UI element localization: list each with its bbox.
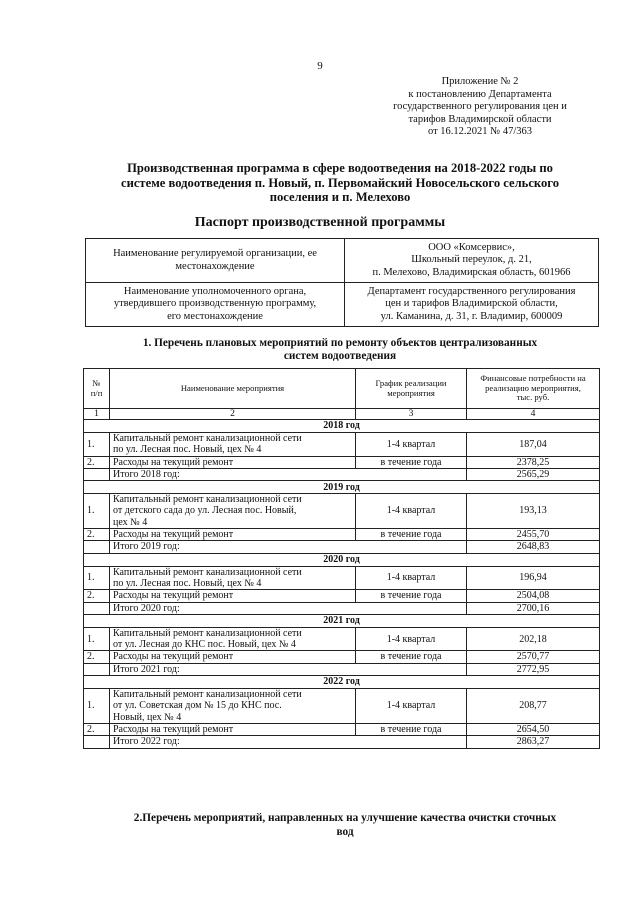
year-row [84,614,600,627]
table-row [84,566,600,590]
row-schedule: 1-4 квартал [356,627,467,651]
header-number-line: п/п [90,387,103,398]
total-row [84,602,600,614]
row-name-line: от ул. Лесная до КНС пос. Новый, цех № 4 [113,639,296,651]
row-number: 1. [84,627,110,651]
year-row [84,676,600,689]
row-name-line: Расходы на текущий ремонт [113,651,234,663]
row-amount: 2504,08 [467,590,600,602]
header-finance [467,369,600,409]
row-name [110,627,356,651]
row-name [110,689,356,724]
year-row [84,420,600,433]
passport-label-line: его местонахождение [167,310,263,322]
header-name: Наименование мероприятия [110,369,356,409]
row-name-line: Расходы на текущий ремонт [113,723,234,735]
passport-row-authority [86,283,599,327]
passport-value-line: Департамент государственного регулирования [367,285,576,297]
row-number: 2. [84,723,110,735]
row-name [110,566,356,590]
row-amount: 202,18 [467,627,600,651]
appendix-line: к постановлению Департамента [408,88,552,100]
row-name-line: по ул. Лесная пос. Новый, цех № 4 [113,444,262,456]
row-schedule: 1-4 квартал [356,433,467,457]
passport-table [85,238,599,327]
total-label: Итого 2019 год: [110,541,467,553]
row-name-line: Расходы на текущий ремонт [113,590,234,602]
table-row [84,494,600,529]
passport-value-line: ул. Каманина, д. 31, г. Владимир, 600009 [380,310,563,322]
total-empty [84,602,110,614]
total-empty [84,541,110,553]
table-row [84,529,600,541]
total-amount: 2863,27 [467,736,600,748]
row-number: 1. [84,433,110,457]
row-name [110,456,356,468]
year-label: 2018 год [84,420,600,433]
passport-value-line: Школьный переулок, д. 21, [411,254,532,266]
passport-label-line: местонахождение [175,260,255,272]
row-name-line: от детского сада до ул. Лесная пос. Новый, [113,505,297,517]
appendix-line: Приложение № 2 [441,76,519,87]
passport-row-organization [86,239,599,283]
table-row [84,651,600,663]
section1-title-line: систем водоотведения [283,349,397,362]
total-label: Итого 2018 год: [110,468,467,480]
header-finance-line: Финансовые потребности на [480,372,586,383]
table-row [84,590,600,602]
column-number: 1 [84,409,110,420]
row-amount: 187,04 [467,433,600,457]
row-name [110,494,356,529]
total-row [84,736,600,748]
table-row [84,433,600,457]
table-row [84,456,600,468]
section1-title [100,337,580,362]
row-name [110,590,356,602]
passport-label-line: Наименование регулируемой организации, ее [113,247,317,259]
header-schedule-line: График реализации [375,377,447,388]
total-empty [84,663,110,675]
row-name-line: Капитальный ремонт канализационной сети [113,494,302,506]
row-number: 2. [84,456,110,468]
row-name [110,529,356,541]
year-label: 2022 год [84,676,600,689]
year-label: 2019 год [84,481,600,494]
header-schedule [356,369,467,409]
total-row [84,541,600,553]
total-amount: 2700,16 [467,602,600,614]
row-schedule: в течение года [356,590,467,602]
year-row [84,553,600,566]
row-schedule: в течение года [356,456,467,468]
table-row [84,689,600,724]
total-amount: 2772,95 [467,663,600,675]
row-number: 1. [84,566,110,590]
passport-value-line: п. Мелехово, Владимирская область, 601966 [372,266,571,278]
row-name-line: Расходы на текущий ремонт [113,529,234,541]
passport-title: Паспорт производственной программы [194,215,446,230]
table-header-row [84,369,600,409]
table-row [84,627,600,651]
passport-label-cell [86,239,345,283]
row-name-line: Капитальный ремонт канализационной сети [113,627,302,639]
page-number: 9 [317,60,323,72]
total-amount: 2565,29 [467,468,600,480]
column-number: 4 [467,409,600,420]
appendix-line: от 16.12.2021 № 47/363 [427,126,532,138]
column-number: 3 [356,409,467,420]
passport-value-line: цен и тарифов Владимирской области, [385,298,558,310]
row-schedule: 1-4 квартал [356,566,467,590]
row-schedule: в течение года [356,723,467,735]
total-label: Итого 2021 год: [110,663,467,675]
appendix-line: государственного регулирования цен и [393,101,567,113]
row-amount: 196,94 [467,566,600,590]
section2-title-line: вод [336,826,354,838]
year-label: 2020 год [84,553,600,566]
title-line: системе водоотведения п. Новый, п. Первомайский Новосельского сельского [120,175,560,190]
total-row [84,468,600,480]
row-number: 1. [84,494,110,529]
section1-title-line: 1. Перечень плановых мероприятий по ремонту объектов централизованных [142,337,538,349]
total-label: Итого 2022 год: [110,736,467,748]
year-row [84,481,600,494]
row-number: 2. [84,529,110,541]
title-line: поселения и п. Мелехово [269,190,411,205]
document-title [80,161,600,205]
row-amount: 208,77 [467,689,600,724]
measures-table [83,368,600,749]
row-schedule: в течение года [356,651,467,663]
passport-label-cell [86,283,345,327]
column-number: 2 [110,409,356,420]
title-line: Производственная программа в сфере водоотведения на 2018-2022 годы по [127,161,553,175]
row-schedule: в течение года [356,529,467,541]
total-amount: 2648,83 [467,541,600,553]
passport-label-line: Наименование уполномоченного органа, [123,285,307,297]
row-name-line: Капитальный ремонт канализационной сети [113,566,302,578]
header-finance-line: реализацию мероприятия, [485,382,581,393]
total-empty [84,468,110,480]
row-name [110,723,356,735]
header-number-line: № [92,377,101,388]
row-name-line: Капитальный ремонт канализационной сети [113,689,302,701]
row-amount: 2455,70 [467,529,600,541]
row-amount: 193,13 [467,494,600,529]
total-label: Итого 2020 год: [110,602,467,614]
row-name [110,433,356,457]
row-amount: 2654,50 [467,723,600,735]
row-schedule: 1-4 квартал [356,689,467,724]
total-row [84,663,600,675]
passport-value-cell [345,283,599,327]
appendix-line: тарифов Владимирской области [408,113,552,125]
row-name-line: цех № 4 [113,516,148,528]
table-row [84,723,600,735]
row-number: 2. [84,590,110,602]
section2-title [90,811,600,839]
header-number [84,369,110,409]
row-amount: 2570,77 [467,651,600,663]
total-empty [84,736,110,748]
section2-title-line: 2.Перечень мероприятий, направленных на улучшение качества очистки сточных [133,812,557,824]
header-schedule-line: мероприятия [387,387,435,398]
row-name-line: Расходы на текущий ремонт [113,456,234,468]
row-name-line: Новый, цех № 4 [113,711,182,723]
row-name-line: от ул. Советская дом № 15 до КНС пос. [113,700,282,712]
row-schedule: 1-4 квартал [356,494,467,529]
row-amount: 2378,25 [467,456,600,468]
appendix-block [355,76,605,139]
passport-label-line: утвердившего производственную программу, [113,298,317,310]
passport-value-line: ООО «Комсервис», [428,241,515,253]
row-name-line: Капитальный ремонт канализационной сети [113,433,302,444]
row-number: 2. [84,651,110,663]
row-name-line: по ул. Лесная пос. Новый, цех № 4 [113,577,262,589]
row-number: 1. [84,689,110,724]
passport-value-cell [345,239,599,283]
header-finance-line: тыс. руб. [516,392,550,403]
column-number-row [84,409,600,420]
year-label: 2021 год [84,614,600,627]
row-name [110,651,356,663]
